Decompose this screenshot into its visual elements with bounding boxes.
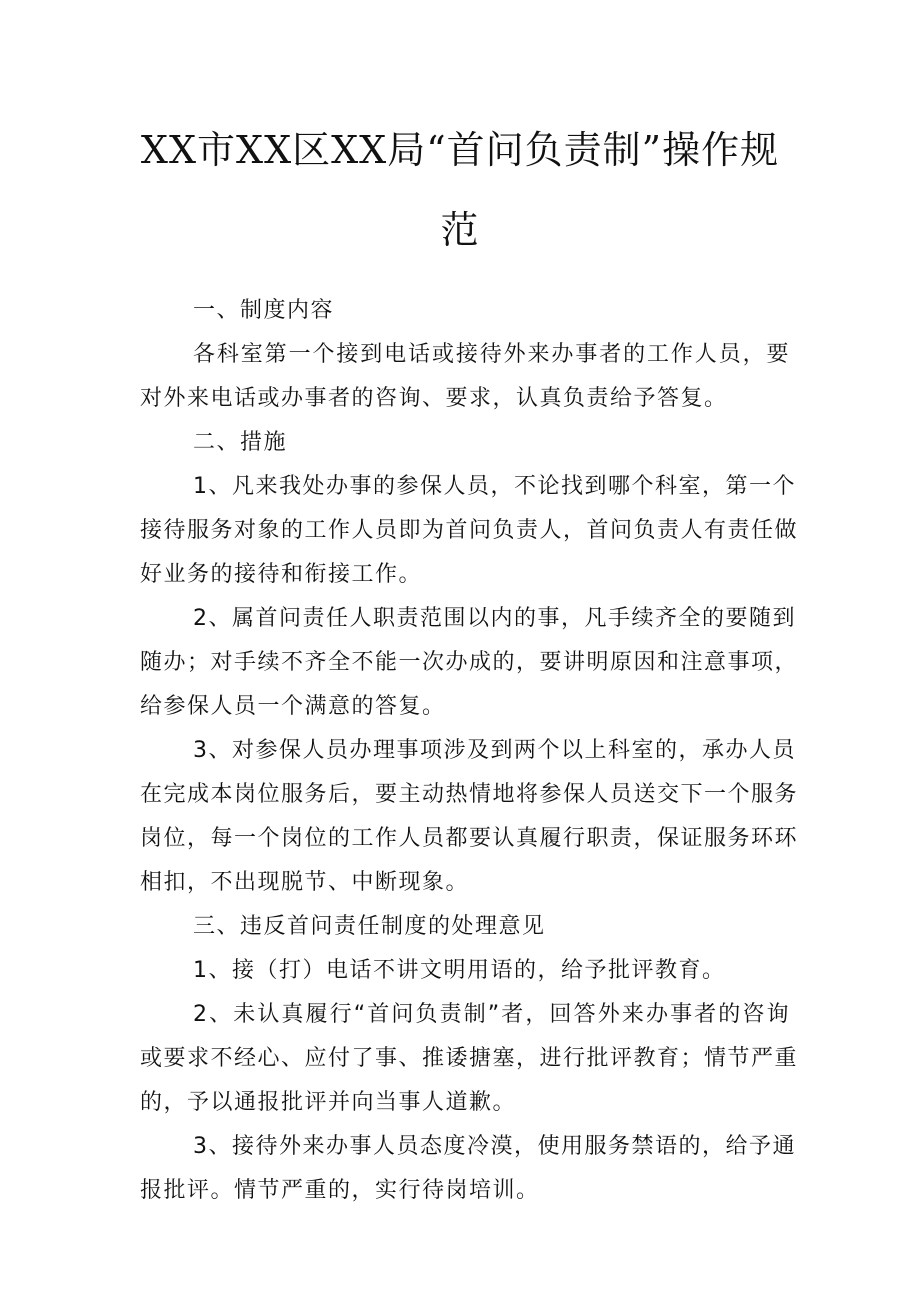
paragraph-line: 1、接（打）电话不讲文明用语的，给予批评教育。 [193, 958, 726, 983]
paragraph-line: 或要求不经心、应付了事、推诿搪塞，进行批评教育；情节严重 [140, 1046, 799, 1071]
section-heading-3: 三、违反首问责任制度的处理意见 [193, 914, 546, 939]
paragraph-line: 随办；对手续不齐全不能一次办成的，要讲明原因和注意事项， [140, 650, 799, 675]
paragraph-line: 相扣，不出现脱节、中断现象。 [140, 870, 470, 895]
paragraph-line: 在完成本岗位服务后，要主动热情地将参保人员送交下一个服务 [140, 782, 799, 807]
paragraph-line: 给参保人员一个满意的答复。 [140, 694, 446, 719]
section-heading-2: 二、措施 [193, 430, 288, 455]
paragraph-line: 好业务的接待和衔接工作。 [140, 562, 423, 587]
paragraph-line: 2、未认真履行“首问负责制”者，回答外来办事者的咨询 [193, 1002, 790, 1027]
paragraph-line: 对外来电话或办事者的咨询、要求，认真负责给予答复。 [140, 386, 728, 411]
paragraph-line: 报批评。情节严重的，实行待岗培训。 [140, 1178, 540, 1203]
document-title-line-2: 范 [440, 208, 480, 252]
paragraph-line: 1、凡来我处办事的参保人员，不论找到哪个科室，第一个 [193, 474, 796, 499]
paragraph-line: 的，予以通报批评并向当事人道歉。 [140, 1090, 517, 1115]
paragraph-line: 各科室第一个接到电话或接待外来办事者的工作人员，要 [193, 342, 790, 367]
section-heading-1: 一、制度内容 [193, 298, 335, 323]
paragraph-line: 岗位，每一个岗位的工作人员都要认真履行职责，保证服务环环 [140, 826, 799, 851]
paragraph-line: 3、对参保人员办理事项涉及到两个以上科室的，承办人员 [193, 738, 796, 763]
paragraph-line: 2、属首问责任人职责范围以内的事，凡手续齐全的要随到 [193, 606, 796, 631]
paragraph-line: 3、接待外来办事人员态度冷漠，使用服务禁语的，给予通 [193, 1134, 796, 1159]
document-title-line-1: XX市XX区XX局“首问负责制”操作规 [140, 128, 780, 172]
paragraph-line: 接待服务对象的工作人员即为首问负责人，首问负责人有责任做 [140, 518, 799, 543]
